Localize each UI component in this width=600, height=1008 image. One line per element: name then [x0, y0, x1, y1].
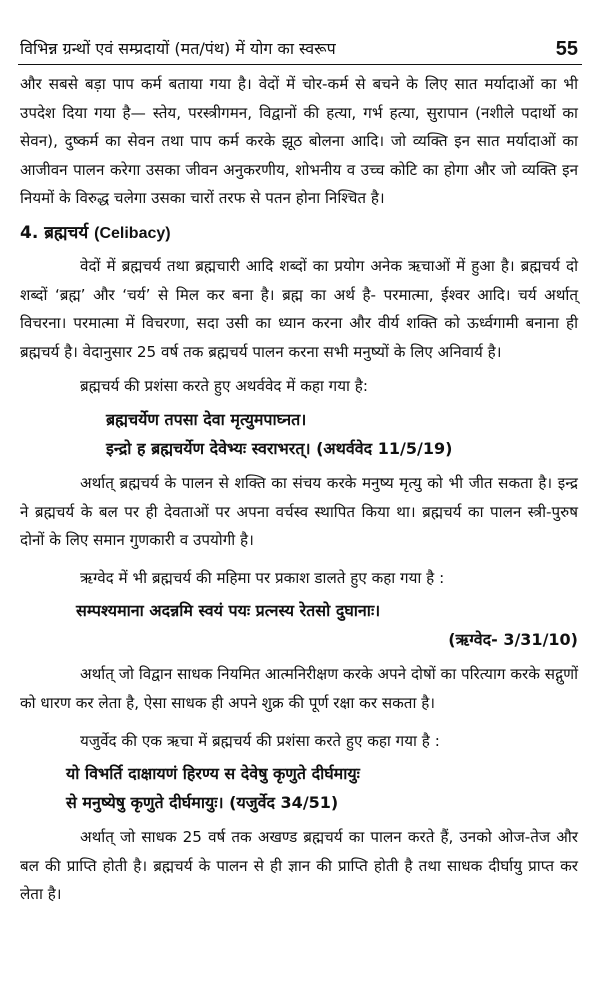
- paragraph-rig-meaning: अर्थात् जो विद्वान साधक नियमित आत्मनिरीक्षण करके अपने दोषों का परित्याग करके सद्गुणों को धारण कर लेता है, ऐसा साधक ही अपने शुक्र की पूर्ण रक्षा कर सकता है।: [20, 665, 578, 712]
- verse-line: ब्रह्मचर्येण तपसा देवा मृत्युमपाघ्नत।: [106, 409, 307, 429]
- verse-line: सम्पश्यमाना अदन्नमि स्वयं पयः प्रत्नस्य रेतसो दुघानाः।: [76, 601, 381, 621]
- section-title-english: (Celibacy): [94, 224, 171, 242]
- section-heading: [20, 219, 578, 248]
- section-title-hindi: ब्रह्मचर्य: [44, 222, 89, 243]
- verse-reference: (अथर्ववेद 11/5/19): [316, 438, 453, 458]
- header-rule: [18, 64, 582, 65]
- verse-yajurveda: [20, 759, 578, 817]
- page-body: [20, 70, 578, 909]
- paragraph-rig-intro: ऋग्वेद में भी ब्रह्मचर्य की महिमा पर प्रकाश डालते हुए कहा गया है :: [80, 568, 445, 587]
- verse-reference: (यजुर्वेद 34/51): [229, 793, 339, 813]
- chapter-title: विभिन्न ग्रन्थों एवं सम्प्रदायों (मत/पंथ) में योग का स्वरूप: [20, 39, 336, 58]
- running-header: [20, 36, 578, 62]
- verse-line: इन्द्रो ह ब्रह्मचर्येण देवेभ्यः स्वराभरत्। (अथर्ववेद 11/5/19): [106, 438, 453, 458]
- page-number: 55: [555, 38, 578, 60]
- paragraph-sins: और सबसे बड़ा पाप कर्म बताया गया है। वेदों में चोर-कर्म से बचने के लिए सात मर्यादाओं का भी उपदेश दिया गया है— स्तेय, परस्त्रीगमन, विद्वानों की हत्या, गर्भ हत्या, सुरापान (नशीले पदार्थो का सेवन), दुष्कर्म का सेवन तथा पाप कर्म करके झूठ बोलना आदि। जो व्यक्ति इन सात मर्यादाओं का आजीवन पालन करेगा उसका जीवन अनुकरणीय, शोभनीय व उच्च कोटि का होगा और जो व्यक्ति इन नियमों के विरुद्ध चलेगा उसका चारों तरफ से पतन होना निश्चित है।: [20, 75, 578, 208]
- paragraph-atharva-meaning: अर्थात् ब्रह्मचर्य के पालन से शक्ति का संचय करके मनुष्य मृत्यु को भी जीत सकता है। इन्द्र ने ब्रह्मचर्य के बल पर ही देवताओं पर अपना वर्चस्व स्थापित किया था। ब्रह्मचर्य का पालन स्त्री-पुरुष दोनों के लिए समान गुणकारी व उपयोगी है।: [20, 473, 578, 550]
- section-number: 4.: [20, 222, 39, 243]
- verse-reference: (ऋग्वेद- 3/31/10): [448, 630, 578, 650]
- paragraph-yajur-meaning: अर्थात् जो साधक 25 वर्ष तक अखण्ड ब्रह्मचर्य का पालन करते हैं, उनको ओज-तेज और बल की प्राप्ति होती है। ब्रह्मचर्य के पालन से ही ज्ञान की प्राप्ति होती है तथा साधक दीर्घायु प्राप्त कर लेता है।: [20, 828, 578, 904]
- paragraph-yajur-intro: यजुर्वेद की एक ऋचा में ब्रह्मचर्य की प्रशंसा करते हुए कहा गया है :: [80, 731, 440, 750]
- verse-atharvaveda: [20, 405, 578, 463]
- paragraph-brahmacharya-definition: वेदों में ब्रह्मचर्य तथा ब्रह्मचारी आदि शब्दों का प्रयोग अनेक ऋचाओं में हुआ है। ब्रह्मचर्य दो शब्दों ‘ब्रह्म’ और ‘चर्य’ से मिल कर बना है। ब्रह्म का अर्थ है- परमात्मा, ईश्वर आदि। चर्य अर्थात् विचरना। परमात्मा में विचरणा, सदा उसी का ध्यान करना और वीर्य शक्ति को ऊर्ध्वगामी बनाना ही ब्रह्मचर्य है। वेदानुसार 25 वर्ष तक ब्रह्मचर्य पालन करना सभी मनुष्यों के लिए अनिवार्य है।: [20, 256, 578, 361]
- paragraph-atharva-intro: ब्रह्मचर्य की प्रशंसा करते हुए अथर्ववेद में कहा गया है:: [80, 377, 368, 396]
- verse-rigveda: [20, 596, 578, 654]
- verse-line: यो विभर्ति दाक्षायणं हिरण्य स देवेषु कृणुते दीर्घमायुः: [66, 764, 360, 784]
- verse-line: से मनुष्येषु कृणुते दीर्घमायुः। (यजुर्वेद 34/51): [66, 793, 339, 813]
